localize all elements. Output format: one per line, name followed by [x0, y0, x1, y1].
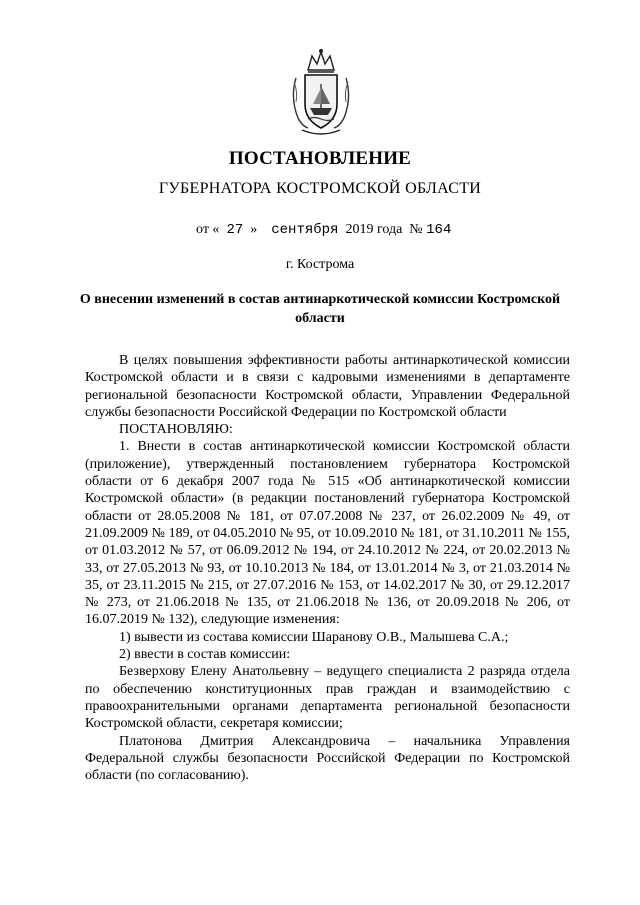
body-paragraph-resolve: ПОСТАНОВЛЯЮ: — [119, 422, 233, 438]
date-year: 2019 года — [345, 222, 403, 237]
document-number: 164 — [426, 222, 452, 238]
body-paragraph-intro: В целях повышения эффективности работы антинаркотической комиссии Костромской области и в связи с кадровыми изменениями в департаменте региональной безопасности Костромской области, Управлении Федеральной службы безопасности Российской Федерации по Костромской области — [85, 353, 570, 420]
body-paragraph-item-1: 1. Внести в состав антинаркотической комиссии Костромской области (приложение), утвержденный постановлением губернатора Костромской области от 6 декабря 2007 года № 515 «Об антинаркотической комиссии Костромской области» (в редакции постановлений губернатора Костромской области от 28.05.2008 № 181, от 07.07.2008 № 237, от 26.02.2009 № 49, от 21.09.2009 № 189, от 04.05.2010 № 95, от 10.09.2010 № 181, от 31.10.2011 № 155, от 01.03.2012 № 57, от 06.09.2012 № 194, от 24.10.2012 № 224, от 20.02.2013 № 33, от 27.05.2013 № 93, от 10.10.2013 № 184, от 13.01.2014 № 3, от 21.03.2014 № 35, от 23.11.2015 № 215, от 27.07.2016 № 153, от 14.02.2017 № 30, от 29.12.2017 № 273, от 21.06.2018 № 135, от 21.06.2018 № 136, от 20.09.2018 № 206, от 16.07.2019 № 132), следующие изменения: — [85, 439, 570, 628]
date-month: сентября — [271, 222, 339, 238]
body-paragraph-member-1: Безверхову Елену Анатольевну – ведущего специалиста 2 разряда отдела по обеспечению конституционных прав граждан и взаимодействию с правоохранительными органами департамента региональной безопасности Костромской области, секретаря комиссии; — [85, 664, 570, 732]
document-city: г. Кострома — [285, 257, 355, 272]
document-title: ПОСТАНОВЛЕНИЕ — [228, 148, 412, 169]
body-paragraph-add: 2) ввести в состав комиссии: — [119, 647, 291, 663]
document-body — [85, 352, 570, 784]
date-mid: » — [250, 222, 258, 237]
body-paragraph-member-2: Платонова Дмитрия Александровича – начальника Управления Федеральной службы безопасности Российской Федерации по Костромской области (по согласованию). — [85, 733, 570, 784]
document-dateline — [196, 222, 451, 238]
date-prefix: от « — [196, 222, 220, 237]
document-subtitle: ГУБЕРНАТОРА КОСТРОМСКОЙ ОБЛАСТИ — [158, 180, 482, 197]
document-heading: О внесении изменений в состав антинаркотической комиссии Костромской области — [79, 292, 561, 326]
date-day: 27 — [226, 222, 244, 238]
number-prefix: № — [409, 222, 423, 237]
coat-of-arms-icon — [288, 48, 354, 138]
body-paragraph-remove: 1) вывести из состава комиссии Шаранову О.В., Малышева С.А.; — [119, 629, 509, 645]
